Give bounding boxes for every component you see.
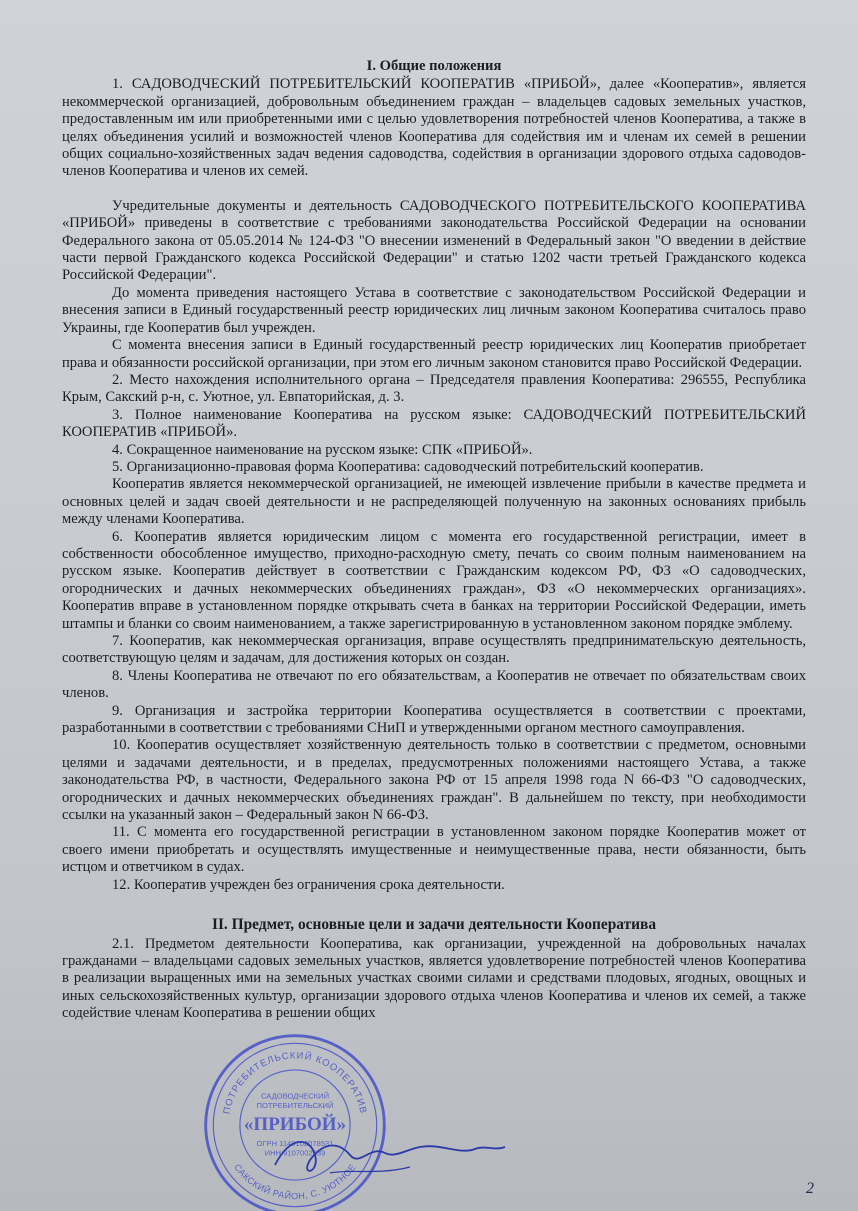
svg-text:ПОТРЕБИТЕЛЬСКИЙ: ПОТРЕБИТЕЛЬСКИЙ xyxy=(256,1100,334,1110)
svg-text:«ПРИБОЙ»: «ПРИБОЙ» xyxy=(243,1113,347,1135)
paragraph: 10. Кооператив осуществляет хозяйственную деятельность только в соответствии с предметом, основными целями и задачами деятельности, и в пределах, предусмотренных положениями настоящего Устава, а также законодательства РФ, в частности, Федерального закона РФ от 15 апреля 1998 года N 66-ФЗ "О садоводческих, огороднических и дачных некоммерческих объединениях граждан". В дальнейшем по тексту, при необходимости ссылки на указанный закон – Федеральный закон N 66-ФЗ. xyxy=(62,737,806,824)
paragraph: 4. Сокращенное наименование на русском языке: СПК «ПРИБОЙ». xyxy=(112,441,533,458)
document-body xyxy=(62,58,806,1023)
paragraph: 2.1. Предметом деятельности Кооператива, как организации, учрежденной на добровольных началах гражданами – владельцами садовых земельных участков, является удовлетворение потребностей членов Кооператива в реализации выращенных ими на земельных участках своими силами и средствами плодовых, ягодных, овощных и иных сельскохозяйственных культур, организации здорового отдыха членов Кооператива и членов их семей, а также содействие членам Кооператива в решении общих xyxy=(62,935,806,1022)
paragraph: С момента внесения записи в Единый государственный реестр юридических лиц Кооператив приобретает права и обязанности российской организации, при этом его личным законом становится право Российской Федерации. xyxy=(62,337,806,371)
svg-text:САКСКИЙ РАЙОН, С. УЮТНОЕ: САКСКИЙ РАЙОН, С. УЮТНОЕ xyxy=(232,1162,358,1202)
paragraph: 8. Члены Кооператива не отвечают по его обязательствам, а Кооператив не отвечает по обязательствам своих членов. xyxy=(62,667,806,702)
handwritten-signature xyxy=(270,1125,510,1185)
svg-text:ПОТРЕБИТЕЛЬСКИЙ КООПЕРАТИВ: ПОТРЕБИТЕЛЬСКИЙ КООПЕРАТИВ xyxy=(221,1050,369,1116)
paragraph: 3. Полное наименование Кооператива на русском языке: САДОВОДЧЕСКИЙ ПОТРЕБИТЕЛЬСКИЙ КООПЕРАТИВ «ПРИБОЙ». xyxy=(62,406,806,441)
svg-text:САДОВОДЧЕСКИЙ: САДОВОДЧЕСКИЙ xyxy=(260,1091,330,1101)
paragraph: 7. Кооператив, как некоммерческая организация, вправе осуществлять предпринимательскую деятельность, соответствующую целям и задачам, для достижения которых он создан. xyxy=(62,633,806,667)
paragraph: 2. Место нахождения исполнительного органа – Председателя правления Кооператива: 296555, Республика Крым, Сакский р-н, с. Уютное, ул. Евпаторийская, д. 3. xyxy=(62,371,806,406)
paragraph: 12. Кооператив учрежден без ограничения срока деятельности. xyxy=(112,876,505,893)
paragraph: 1. САДОВОДЧЕСКИЙ ПОТРЕБИТЕЛЬСКИЙ КООПЕРАТИВ «ПРИБОЙ», далее «Кооператив», является некоммерческой организацией, добровольным объединением граждан – владельцев садовых земельных участков, предоставленным им или приобретенными ими с целью удовлетворения потребностей членов Кооператива, а также в целях объединения усилий и возможностей членов Кооператива для содействия им и членам их семей в решении общих социально-хозяйственных задач ведения садоводства, содействия в организации здорового отдыха садоводов-членов Кооператива и членов их семей. xyxy=(62,76,806,180)
paragraph: 11. С момента его государственной регистрации в установленном законом порядке Кооператив может от своего имени приобретать и осуществлять имущественные и неимущественные права, нести обязанности, быть истцом и ответчиком в судах. xyxy=(62,824,806,876)
paragraph: Кооператив является некоммерческой организацией, не имеющей извлечение прибыли в качестве предмета и основных целей и задач своей деятельности и не распределяющей полученную на законных основаниях прибыль между членами Кооператива. xyxy=(62,476,806,528)
svg-text:ОГРН 1149102078531: ОГРН 1149102078531 xyxy=(256,1138,334,1148)
section-2-title: II. Предмет, основные цели и задачи деятельности Кооператива xyxy=(211,916,657,934)
paragraph: 5. Организационно-правовая форма Кооператива: садоводческий потребительский кооператив. xyxy=(112,458,704,475)
paragraph: До момента приведения настоящего Устава в соответствие с законодательством Российской Федерации и внесения записи в Единый государственный реестр юридических лиц личным законом Кооператива считалось право Украины, где Кооператив был учрежден. xyxy=(62,284,806,336)
page-number: 2 xyxy=(806,1180,814,1197)
svg-text:ИНН 9107002039: ИНН 9107002039 xyxy=(264,1148,326,1158)
paragraph: 6. Кооператив является юридическим лицом с момента его государственной регистрации, имеет в собственности обособленное имущество, приходно-расходную смету, печать со своим полным наименованием на русском языке. Кооператив действует в соответствии с Гражданским кодексом РФ, ФЗ «О садоводческих, огороднических и дачных некоммерческих объединениях граждан», ФЗ «О некоммерческих организациях». Кооператив вправе в установленном порядке открывать счета в банках на территории Российской Федерации, иметь штампы и бланки со своим наименованием, а также зарегистрированную в установленном законом порядке эмблему. xyxy=(62,528,806,632)
section-1-title: I. Общие положения xyxy=(366,58,502,74)
paragraph: Учредительные документы и деятельность САДОВОДЧЕСКОГО ПОТРЕБИТЕЛЬСКОГО КООПЕРАТИВА «ПРИБОЙ» приведены в соответствие с требованиями законодательства Российской Федерации на основании Федерального закона от 05.05.2014 № 124-ФЗ "О внесении изменений в Федеральный закон "О введении в действие части первой Гражданского кодекса Российской Федерации" и статью 1202 части третьей Гражданского кодекса Российской Федерации". xyxy=(62,197,806,284)
paragraph: 9. Организация и застройка территории Кооператива осуществляется в соответствии с проектами, разработанными в соответствии с требованиями СНиП и утвержденными органом местного самоуправления. xyxy=(62,702,806,737)
